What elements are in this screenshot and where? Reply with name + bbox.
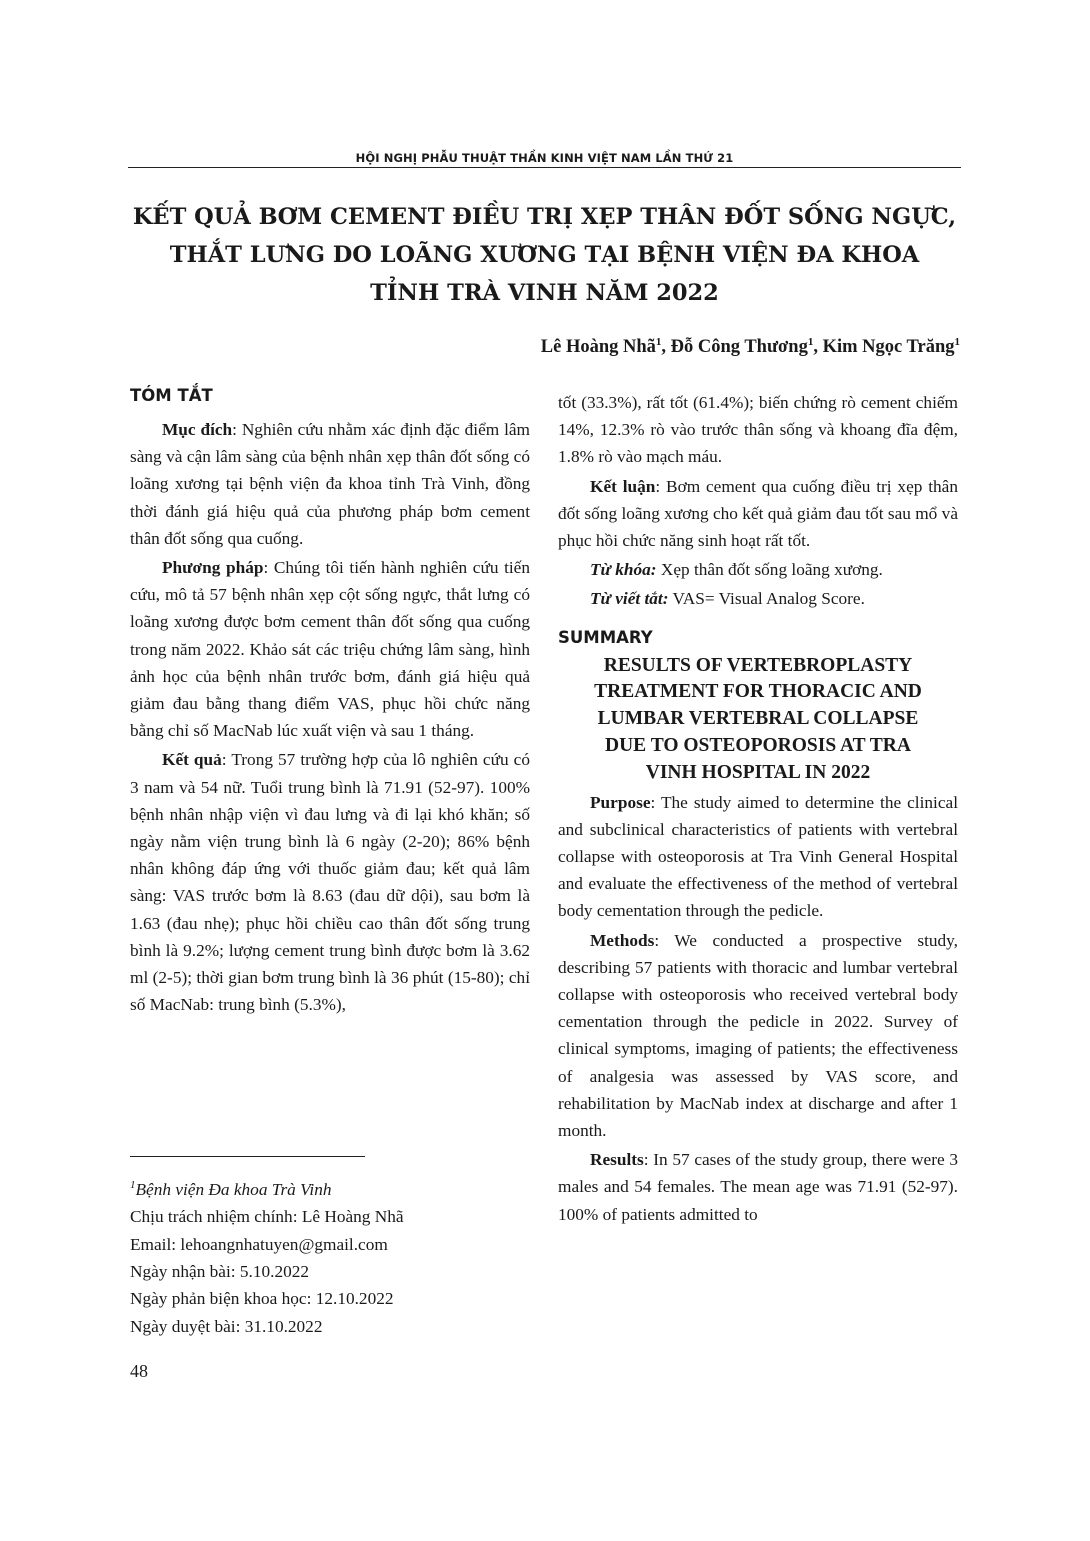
- purpose-label: Mục đích: [162, 420, 233, 439]
- abstract-conclusion: [558, 473, 958, 555]
- abstract-methods: [130, 554, 530, 744]
- page-number: 48: [130, 1361, 148, 1381]
- footnote-divider: [130, 1156, 365, 1157]
- abbreviations-text: VAS= Visual Analog Score.: [668, 589, 865, 609]
- conclusion-text: : Bơm cement qua cuống điều trị xẹp thân đốt sống loãng xương cho kết quả giảm đau tốt sau mổ và phục hồi chức năng sinh hoạt rất tốt.: [558, 476, 958, 551]
- footnote-received-date: Ngày nhận bài: 5.10.2022: [130, 1261, 310, 1281]
- english-title-line: LUMBAR VERTEBRAL COLLAPSE: [597, 708, 919, 730]
- english-title-line: VINH HOSPITAL IN 2022: [645, 761, 871, 783]
- author-separator: ,: [813, 337, 823, 358]
- author-list: [541, 336, 960, 358]
- summary-methods: [558, 927, 958, 1145]
- footnote-affiliation-mark: 1: [130, 1179, 136, 1191]
- en-purpose-text: : The study aimed to determine the clinical and subclinical characteristics of patients with vertebral collapse with osteoporosis at Tra Vinh General Hospital and evaluate the effectiveness of the method of vertebral body cementation through the pedicle.: [558, 792, 958, 921]
- title-line: TỈNH TRÀ VINH NĂM 2022: [370, 280, 719, 306]
- en-methods-text: : We conducted a prospective study, describing 57 patients with thoracic and lumbar vertebral collapse with osteoporosis who received vertebral body cementation through the pedicle in 2022. Survey of clinical symptoms, imaging of patients; the effectiveness of analgesia was assessed by VAS score, and rehabilitation by MacNab index at discharge and after 1 month.: [558, 930, 958, 1141]
- results-text: : Trong 57 trường hợp của lô nghiên cứu có 3 nam và 54 nữ. Tuổi trung bình là 71.91 (52-97). 100% bệnh nhân nhập viện vì đau lưng và đi lại khó khăn; số ngày nằm viện trung bình là 6 ngày (2-20); 86% bệnh nhân không đáp ứng với thuốc giảm đau; kết quả lâm sàng: VAS trước bơm là 8.63 (đau dữ dội), sau bơm là 1.63 (đau nhẹ); phục hồi chiều cao thân đốt sống trung bình là 9.2%; lượng cement trung bình được bơm là 3.62 ml (2-5); thời gian bơm trung bình là 36 phút (15-80); chỉ số MacNab: trung bình (5.3%),: [130, 750, 530, 1015]
- author-name: Lê Hoàng Nhã: [540, 337, 656, 358]
- english-title-line: DUE TO OSTEOPOROSIS AT TRA: [605, 735, 911, 757]
- abstract-results-continued: tốt (33.3%), rất tốt (61.4%); biến chứng rò cement chiếm 14%, 12.3% rò vào trước thân sống và khoang đĩa đệm, 1.8% rò vào mạch máu.: [558, 393, 958, 467]
- author-affiliation-mark: 1: [655, 336, 662, 348]
- title-line: KẾT QUẢ BƠM CEMENT ĐIỀU TRỊ XẸP THÂN ĐỐT SỐNG NGỰC,: [132, 204, 957, 230]
- methods-text: : Chúng tôi tiến hành nghiên cứu tiến cứu, mô tả 57 bệnh nhân xẹp cột sống ngực, thắt lưng có loãng xương được bơm cement thân đốt sống qua cuống trong năm 2022. Khảo sát các triệu chứng lâm sàng, hình ảnh học của bệnh nhân trước bơm, đánh giá hiệu quả giảm đau bằng thang điểm VAS, phục hồi chức năng bằng chỉ số MacNab lúc xuất viện và sau 1 tháng.: [130, 558, 530, 741]
- abstract-abbreviations: [558, 585, 958, 612]
- en-results-text: : In 57 cases of the study group, there were 3 males and 54 females. The mean age was 71.91 (52-97). 100% of patients admitted to: [558, 1150, 958, 1224]
- article-title: [128, 198, 961, 312]
- footnote-corresponding-author: Chịu trách nhiệm chính: Lê Hoàng Nhã: [130, 1207, 404, 1227]
- title-line: THẮT LƯNG DO LOÃNG XƯƠNG TẠI BỆNH VIỆN ĐA KHOA: [169, 242, 920, 268]
- en-results-label: Results: [590, 1150, 644, 1170]
- footnote-email: Email: lehoangnhatuyen@gmail.com: [130, 1234, 388, 1254]
- abstract-keywords: [558, 556, 958, 583]
- results-label: Kết quả: [162, 750, 222, 770]
- running-header: HỘI NGHỊ PHẪU THUẬT THẦN KINH VIỆT NAM LẦN THỨ 21: [355, 151, 734, 165]
- author-separator: ,: [661, 337, 671, 358]
- right-column: [558, 389, 958, 1228]
- footnote-accepted-date: Ngày duyệt bài: 31.10.2022: [130, 1316, 323, 1336]
- keywords-label: Từ khóa:: [590, 560, 657, 580]
- footnote-review-date: Ngày phản biện khoa học: 12.10.2022: [130, 1289, 394, 1309]
- methods-label: Phương pháp: [162, 558, 264, 578]
- left-column: [130, 384, 530, 1018]
- affiliation-text: Bệnh viện Đa khoa Trà Vinh: [135, 1179, 332, 1199]
- author-affiliation-mark: 1: [807, 336, 814, 348]
- abstract-heading: TÓM TẮT: [130, 386, 213, 405]
- english-title: [558, 653, 958, 787]
- en-purpose-label: Purpose: [590, 792, 651, 812]
- abstract-purpose: [130, 416, 530, 552]
- footnote-affiliation: [130, 1172, 550, 1203]
- author-name: Kim Ngọc Trăng: [822, 337, 955, 358]
- footnote-block: [130, 1172, 550, 1340]
- summary-heading: SUMMARY: [558, 627, 653, 647]
- english-title-line: RESULTS OF VERTEBROPLASTY: [603, 654, 913, 676]
- purpose-text: : Nghiên cứu nhằm xác định đặc điểm lâm sàng và cận lâm sàng của bệnh nhân xẹp thân đốt sống có loãng xương tại bệnh viện đa khoa tỉnh Trà Vinh, đồng thời đánh giá hiệu quả của phương pháp bơm cement thân đốt sống qua cuống.: [130, 420, 530, 548]
- abstract-results: [130, 746, 530, 1018]
- en-methods-label: Methods: [590, 930, 655, 950]
- keywords-text: Xẹp thân đốt sống loãng xương.: [656, 560, 883, 580]
- abbreviations-label: Từ viết tắt:: [590, 589, 669, 609]
- summary-results: [558, 1146, 958, 1228]
- author-name: Đỗ Công Thương: [670, 337, 808, 358]
- english-title-line: TREATMENT FOR THORACIC AND: [594, 681, 922, 703]
- header-divider: [128, 167, 961, 168]
- conclusion-label: Kết luận: [590, 476, 656, 496]
- summary-purpose: [558, 789, 958, 925]
- author-affiliation-mark: 1: [954, 336, 960, 348]
